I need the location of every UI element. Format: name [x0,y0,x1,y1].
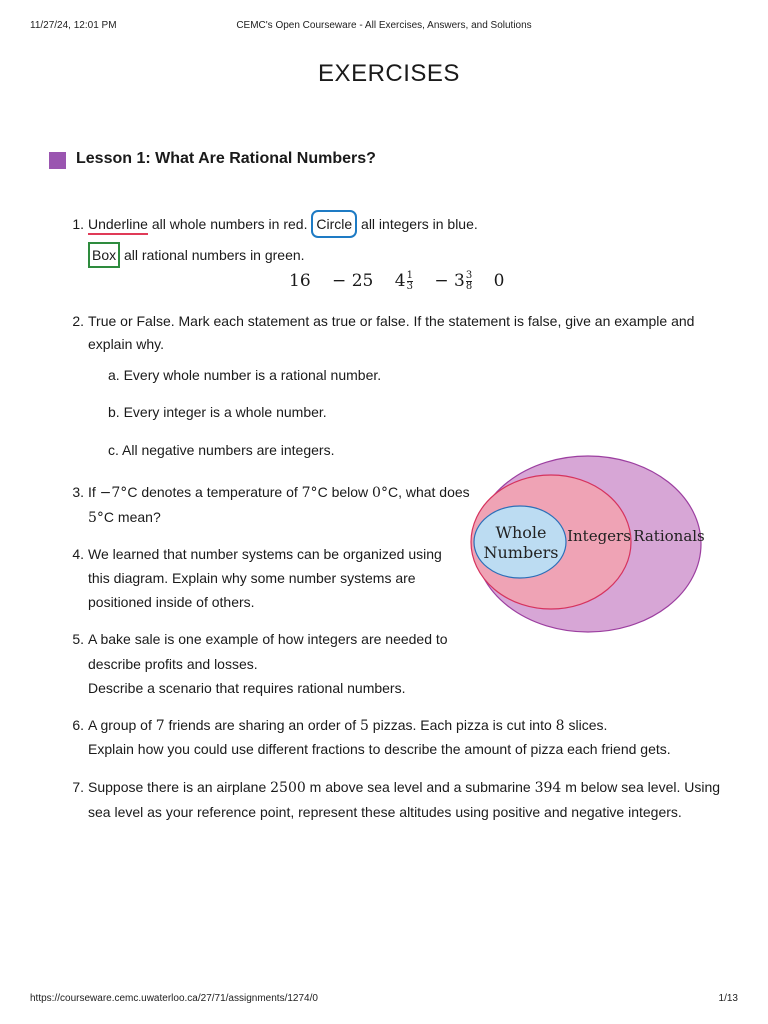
question-text: If [88,484,100,500]
question-number: 7. [72,779,84,795]
question-text: C below [317,484,373,500]
question-6-line-2: Explain how you could use different fractions to describe the amount of pizza each friend gets. [88,741,671,757]
print-page-number: 1/13 [718,993,738,1004]
question-7 [68,775,720,800]
question-4 [68,542,442,566]
math-value: 7° [301,485,318,501]
question-number: 4. [72,546,84,562]
question-text: m above sea level and a submarine [305,779,535,795]
question-text: A bake sale is one example of how integers are needed to [88,631,448,647]
question-5-line-3: Describe a scenario that requires rational numbers. [88,680,406,696]
number-0: 0 [493,271,505,291]
numbers-list [289,271,504,292]
math-value: 7 [155,718,165,734]
numerator: 3 [465,270,473,281]
math-value: 2500 [270,780,306,796]
print-page-title: CEMC's Open Courseware - All Exercises, Answers, and Solutions [236,20,532,31]
question-text: all integers in blue. [357,216,478,232]
math-value: 0° [372,485,388,501]
math-value: 394 [534,780,562,796]
question-text: C denotes a temperature of [127,484,302,500]
question-2a: a. Every whole number is a rational number. [108,367,382,383]
question-number: 3. [72,484,84,500]
question-2 [68,309,694,333]
question-1 [68,212,478,236]
box-word: Box [88,242,120,268]
question-6 [68,713,607,738]
whole-numbers-ellipse [474,506,566,578]
number-systems-venn-diagram [468,452,708,638]
question-text: True or False. Mark each statement as true or false. If the statement is false, give an example and [88,313,695,329]
question-text: A group of [88,717,156,733]
math-value: 5° [88,510,104,526]
underline-word: Underline [88,216,148,235]
denominator: 8 [465,281,473,292]
question-3-line-2 [88,505,161,530]
whole-numbers-label: Whole [495,523,547,542]
fraction [407,271,413,292]
lesson-heading: Lesson 1: What Are Rational Numbers? [76,150,376,167]
denominator: 3 [406,281,413,292]
question-text: friends are sharing an order of [164,717,360,733]
question-4-line-3: positioned inside of others. [88,594,255,610]
question-text: pizzas. Each pizza is cut into [368,717,556,733]
question-number: 6. [72,717,84,733]
question-text: We learned that number systems can be organized using [88,546,442,562]
question-5-line-2: describe profits and losses. [88,656,258,672]
question-1-line-2 [88,243,305,267]
rationals-label: Rationals [633,527,705,545]
question-text: Suppose there is an airplane [88,779,271,795]
question-4-line-2: this diagram. Explain why some number systems are [88,570,416,586]
question-5 [68,627,448,651]
number-mixed-neg-3-3-8 [434,271,472,291]
lesson-marker-icon [49,152,66,169]
question-number: 5. [72,631,84,647]
question-text: all rational numbers in green. [120,247,305,263]
question-text: C, what does [387,484,470,500]
math-value: 5 [359,718,369,734]
math-value: 8 [555,718,565,734]
integers-label: Integers [567,527,631,545]
page-title: EXERCISES [318,60,460,87]
question-text: all whole numbers in red. [147,216,312,232]
number-neg-25: − 25 [332,271,374,291]
mixed-whole: 4 [394,271,406,291]
question-number: 2. [72,313,84,329]
question-text: C mean? [103,509,161,525]
numerator: 1 [406,270,413,281]
question-2b: b. Every integer is a whole number. [108,404,327,420]
number-16: 16 [289,271,311,291]
question-7-line-2: sea level as your reference point, represent these altitudes using positive and negative integers. [88,804,682,820]
question-text: slices. [564,717,608,733]
number-mixed-4-1-3 [395,271,413,291]
math-value: −7° [99,485,128,501]
question-number: 1. [72,216,84,232]
question-3 [68,480,470,505]
print-url: https://courseware.cemc.uwaterloo.ca/27/71/assignments/1274/0 [30,993,318,1004]
whole-numbers-label: Numbers [483,543,559,562]
fraction [466,271,472,292]
question-2-line-2: explain why. [88,336,165,352]
print-datetime: 11/27/24, 12:01 PM [30,20,117,31]
circle-word: Circle [311,210,357,238]
question-2c: c. All negative numbers are integers. [108,442,335,458]
question-text: m below sea level. Using [561,779,721,795]
mixed-whole: − 3 [434,271,465,291]
